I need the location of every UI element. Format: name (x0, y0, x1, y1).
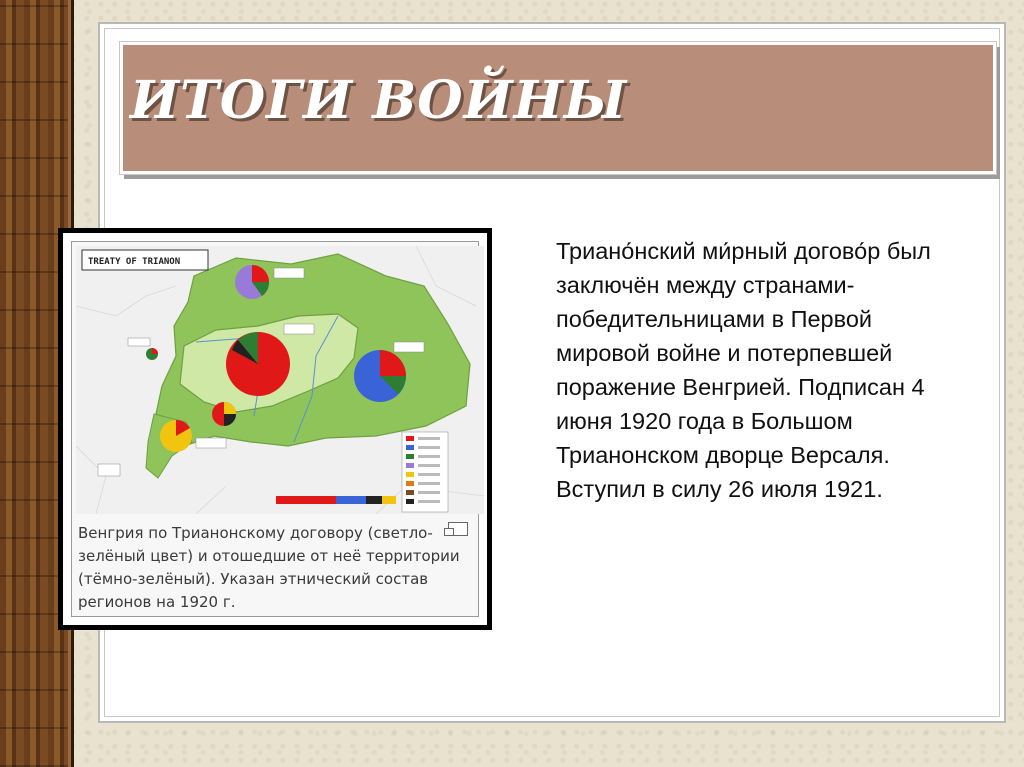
pie-chart-north (235, 265, 269, 299)
pie-data-box-croatia (196, 438, 226, 448)
map-label: TREATY OF TRIANON (88, 257, 181, 267)
map-figure-inner (71, 241, 479, 617)
pie-data-box-center (284, 324, 314, 334)
map-figure (58, 228, 492, 630)
map-legend (402, 432, 448, 512)
enlarge-icon[interactable] (448, 522, 468, 536)
population-bar (276, 496, 396, 504)
map-caption: Венгрия по Трианонскому договору (светло-зелёный цвет) и отошедшие от неё территории (тёмно-зелёный). Указан этнический состав регионов на 1920 г. (78, 524, 460, 611)
pie-data-box-north (274, 268, 304, 278)
pie-chart-south (212, 402, 236, 426)
pie-data-box-west (128, 338, 150, 346)
pie-chart-west (146, 348, 158, 360)
pie-chart-east (354, 350, 406, 402)
pie-chart-croatia (160, 420, 192, 452)
slide-paragraph: Триано́нский ми́рный догово́р был заключён между странами-победительницами в Первой мировой войне и потерпевшей поражение Венгрией. Подписан 4 июня 1920 года в Большом Трианонском дворце Версаля. Вступил в силу 26 июля 1921. (556, 238, 931, 502)
trianon-map-image (76, 246, 484, 514)
slide-title: ИТОГИ ВОЙНЫ (130, 70, 628, 131)
pie-data-box-east (394, 342, 424, 352)
pie-data-box-southwest (98, 464, 120, 476)
pie-chart-center (226, 332, 290, 396)
